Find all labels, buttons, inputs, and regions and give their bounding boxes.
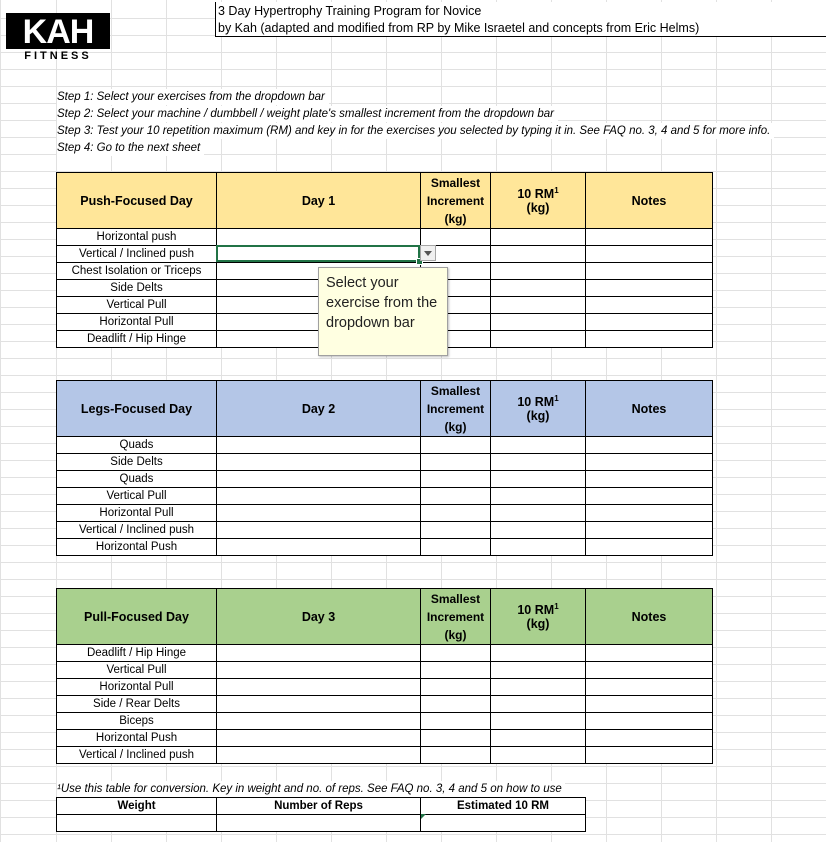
reps-input-cell[interactable]	[217, 815, 421, 832]
increment-header[interactable]: Smallest Increment (kg)	[421, 173, 491, 229]
rm-cell[interactable]	[491, 297, 586, 314]
notes-cell[interactable]	[586, 696, 713, 713]
notes-cell[interactable]	[586, 280, 713, 297]
exercise-select-cell[interactable]	[217, 713, 421, 730]
step-1[interactable]: Step 1: Select your exercises from the dropdown bar	[57, 89, 329, 105]
increment-cell[interactable]	[421, 679, 491, 696]
rm-header[interactable]: 10 $RM^1$ (kg)	[491, 381, 586, 437]
increment-cell[interactable]	[421, 730, 491, 747]
increment-cell[interactable]	[421, 713, 491, 730]
notes-cell[interactable]	[586, 645, 713, 662]
rm-cell[interactable]	[491, 488, 586, 505]
pull-day-title[interactable]: Pull-Focused Day	[57, 589, 217, 645]
exercise-select-cell[interactable]	[217, 437, 421, 454]
legs-day-table	[56, 380, 713, 556]
rm-cell[interactable]	[491, 679, 586, 696]
rm-cell[interactable]	[491, 331, 586, 348]
notes-cell[interactable]	[586, 522, 713, 539]
estimated-rm-header[interactable]: Estimated 10 RM	[421, 798, 586, 815]
increment-cell[interactable]	[421, 522, 491, 539]
rm-cell[interactable]	[491, 263, 586, 280]
exercise-select-cell[interactable]	[217, 747, 421, 764]
exercise-slot[interactable]: Vertical / Inclined push	[57, 246, 217, 263]
exercise-select-cell[interactable]	[217, 229, 421, 246]
exercise-slot[interactable]: Quads	[57, 437, 217, 454]
pull-day-label[interactable]: Day 3	[217, 589, 421, 645]
logo-text: KAH	[22, 13, 94, 51]
exercise-slot[interactable]: Quads	[57, 471, 217, 488]
rm-cell[interactable]	[491, 696, 586, 713]
program-subtitle[interactable]: by Kah (adapted and modified from RP by Mike Israetel and concepts from Eric Helms)	[215, 19, 826, 37]
increment-cell[interactable]	[421, 645, 491, 662]
rm-cell[interactable]	[491, 539, 586, 556]
pull-day-table	[56, 588, 713, 764]
increment-cell[interactable]	[421, 696, 491, 713]
notes-cell[interactable]	[586, 539, 713, 556]
push-day-title[interactable]: Push-Focused Day	[57, 173, 217, 229]
exercise-select-cell[interactable]	[217, 696, 421, 713]
exercise-slot[interactable]: Horizontal Pull	[57, 679, 217, 696]
exercise-slot[interactable]: Horizontal push	[57, 229, 217, 246]
notes-cell[interactable]	[586, 488, 713, 505]
estimated-rm-cell[interactable]	[421, 815, 586, 832]
notes-header[interactable]: Notes	[586, 173, 713, 229]
exercise-slot[interactable]: Vertical / Inclined push	[57, 522, 217, 539]
validation-tooltip: Select your exercise from the dropdown bar	[318, 267, 448, 356]
formula-indicator-icon	[421, 814, 426, 819]
rm-cell[interactable]	[491, 505, 586, 522]
exercise-select-cell[interactable]	[217, 662, 421, 679]
increment-cell[interactable]	[421, 488, 491, 505]
notes-cell[interactable]	[586, 229, 713, 246]
exercise-slot[interactable]: Horizontal Pull	[57, 505, 217, 522]
exercise-slot[interactable]: Horizontal Pull	[57, 314, 217, 331]
rm-cell[interactable]	[491, 246, 586, 263]
conversion-note[interactable]: ¹Use this table for conversion. Key in weight and no. of reps. See FAQ no. 3, 4 and 5 on how to use	[57, 781, 565, 797]
legs-day-title[interactable]: Legs-Focused Day	[57, 381, 217, 437]
exercise-select-cell[interactable]	[217, 730, 421, 747]
step-3[interactable]: Step 3: Test your 10 repetition maximum (RM) and key in for the exercises you selected by typing it in. See FAQ no. 3, 4 and 5 for more info.	[57, 123, 774, 139]
step-4[interactable]: Step 4: Go to the next sheet	[57, 140, 204, 156]
exercise-slot[interactable]: Deadlift / Hip Hinge	[57, 331, 217, 348]
notes-cell[interactable]	[586, 437, 713, 454]
logo-subtext: FITNESS	[24, 50, 92, 62]
conversion-table	[56, 797, 586, 832]
increment-header[interactable]: Smallest Increment (kg)	[421, 589, 491, 645]
exercise-select-cell[interactable]	[217, 645, 421, 662]
notes-cell[interactable]	[586, 314, 713, 331]
increment-cell[interactable]	[421, 454, 491, 471]
notes-cell[interactable]	[586, 454, 713, 471]
notes-cell[interactable]	[586, 263, 713, 280]
exercise-select-cell[interactable]	[217, 454, 421, 471]
rm-header[interactable]: 10 $RM^1$ (kg)	[491, 173, 586, 229]
increment-header[interactable]: Smallest Increment (kg)	[421, 381, 491, 437]
rm-cell[interactable]	[491, 522, 586, 539]
rm-cell[interactable]	[491, 229, 586, 246]
push-day-label[interactable]: Day 1	[217, 173, 421, 229]
exercise-slot[interactable]: Chest Isolation or Triceps	[57, 263, 217, 280]
rm-cell[interactable]	[491, 314, 586, 331]
rm-cell[interactable]	[491, 471, 586, 488]
increment-cell[interactable]	[421, 229, 491, 246]
notes-cell[interactable]	[586, 747, 713, 764]
notes-header[interactable]: Notes	[586, 589, 713, 645]
legs-day-label[interactable]: Day 2	[217, 381, 421, 437]
exercise-slot[interactable]: Side Delts	[57, 280, 217, 297]
exercise-slot[interactable]: Vertical Pull	[57, 488, 217, 505]
exercise-slot[interactable]: Biceps	[57, 713, 217, 730]
notes-cell[interactable]	[586, 662, 713, 679]
exercise-select-cell[interactable]	[217, 539, 421, 556]
increment-cell[interactable]	[421, 471, 491, 488]
rm-cell[interactable]	[491, 713, 586, 730]
weight-header[interactable]: Weight	[57, 798, 217, 815]
exercise-slot[interactable]: Side Delts	[57, 454, 217, 471]
rm-cell[interactable]	[491, 645, 586, 662]
notes-cell[interactable]	[586, 471, 713, 488]
exercise-slot[interactable]: Deadlift / Hip Hinge	[57, 645, 217, 662]
rm-cell[interactable]	[491, 437, 586, 454]
increment-cell[interactable]	[421, 662, 491, 679]
exercise-slot[interactable]: Horizontal Push	[57, 539, 217, 556]
exercise-slot[interactable]: Vertical / Inclined push	[57, 747, 217, 764]
exercise-slot[interactable]: Horizontal Push	[57, 730, 217, 747]
notes-cell[interactable]	[586, 246, 713, 263]
increment-cell[interactable]	[421, 747, 491, 764]
rm-cell[interactable]	[491, 747, 586, 764]
program-title[interactable]: 3 Day Hypertrophy Training Program for Novice	[215, 2, 826, 20]
notes-cell[interactable]	[586, 331, 713, 348]
exercise-select-cell[interactable]	[217, 505, 421, 522]
exercise-slot[interactable]: Vertical Pull	[57, 297, 217, 314]
notes-cell[interactable]	[586, 297, 713, 314]
step-2[interactable]: Step 2: Select your machine / dumbbell / weight plate's smallest increment from the dropdown bar	[57, 106, 558, 122]
notes-cell[interactable]	[586, 713, 713, 730]
rm-cell[interactable]	[491, 280, 586, 297]
notes-header[interactable]: Notes	[586, 381, 713, 437]
increment-cell[interactable]	[421, 505, 491, 522]
dropdown-arrow-icon[interactable]	[420, 245, 436, 261]
exercise-slot[interactable]: Vertical Pull	[57, 662, 217, 679]
exercise-select-cell[interactable]	[217, 471, 421, 488]
rm-cell[interactable]	[491, 454, 586, 471]
weight-input-cell[interactable]	[57, 815, 217, 832]
rm-cell[interactable]	[491, 662, 586, 679]
active-cell-selection[interactable]	[216, 245, 420, 262]
exercise-select-cell[interactable]	[217, 488, 421, 505]
increment-cell[interactable]	[421, 539, 491, 556]
notes-cell[interactable]	[586, 730, 713, 747]
notes-cell[interactable]	[586, 505, 713, 522]
notes-cell[interactable]	[586, 679, 713, 696]
increment-cell[interactable]	[421, 437, 491, 454]
reps-header[interactable]: Number of Reps	[217, 798, 421, 815]
rm-cell[interactable]	[491, 730, 586, 747]
exercise-select-cell[interactable]	[217, 522, 421, 539]
exercise-slot[interactable]: Side / Rear Delts	[57, 696, 217, 713]
rm-header[interactable]: 10 $RM^1$ (kg)	[491, 589, 586, 645]
exercise-select-cell[interactable]	[217, 679, 421, 696]
